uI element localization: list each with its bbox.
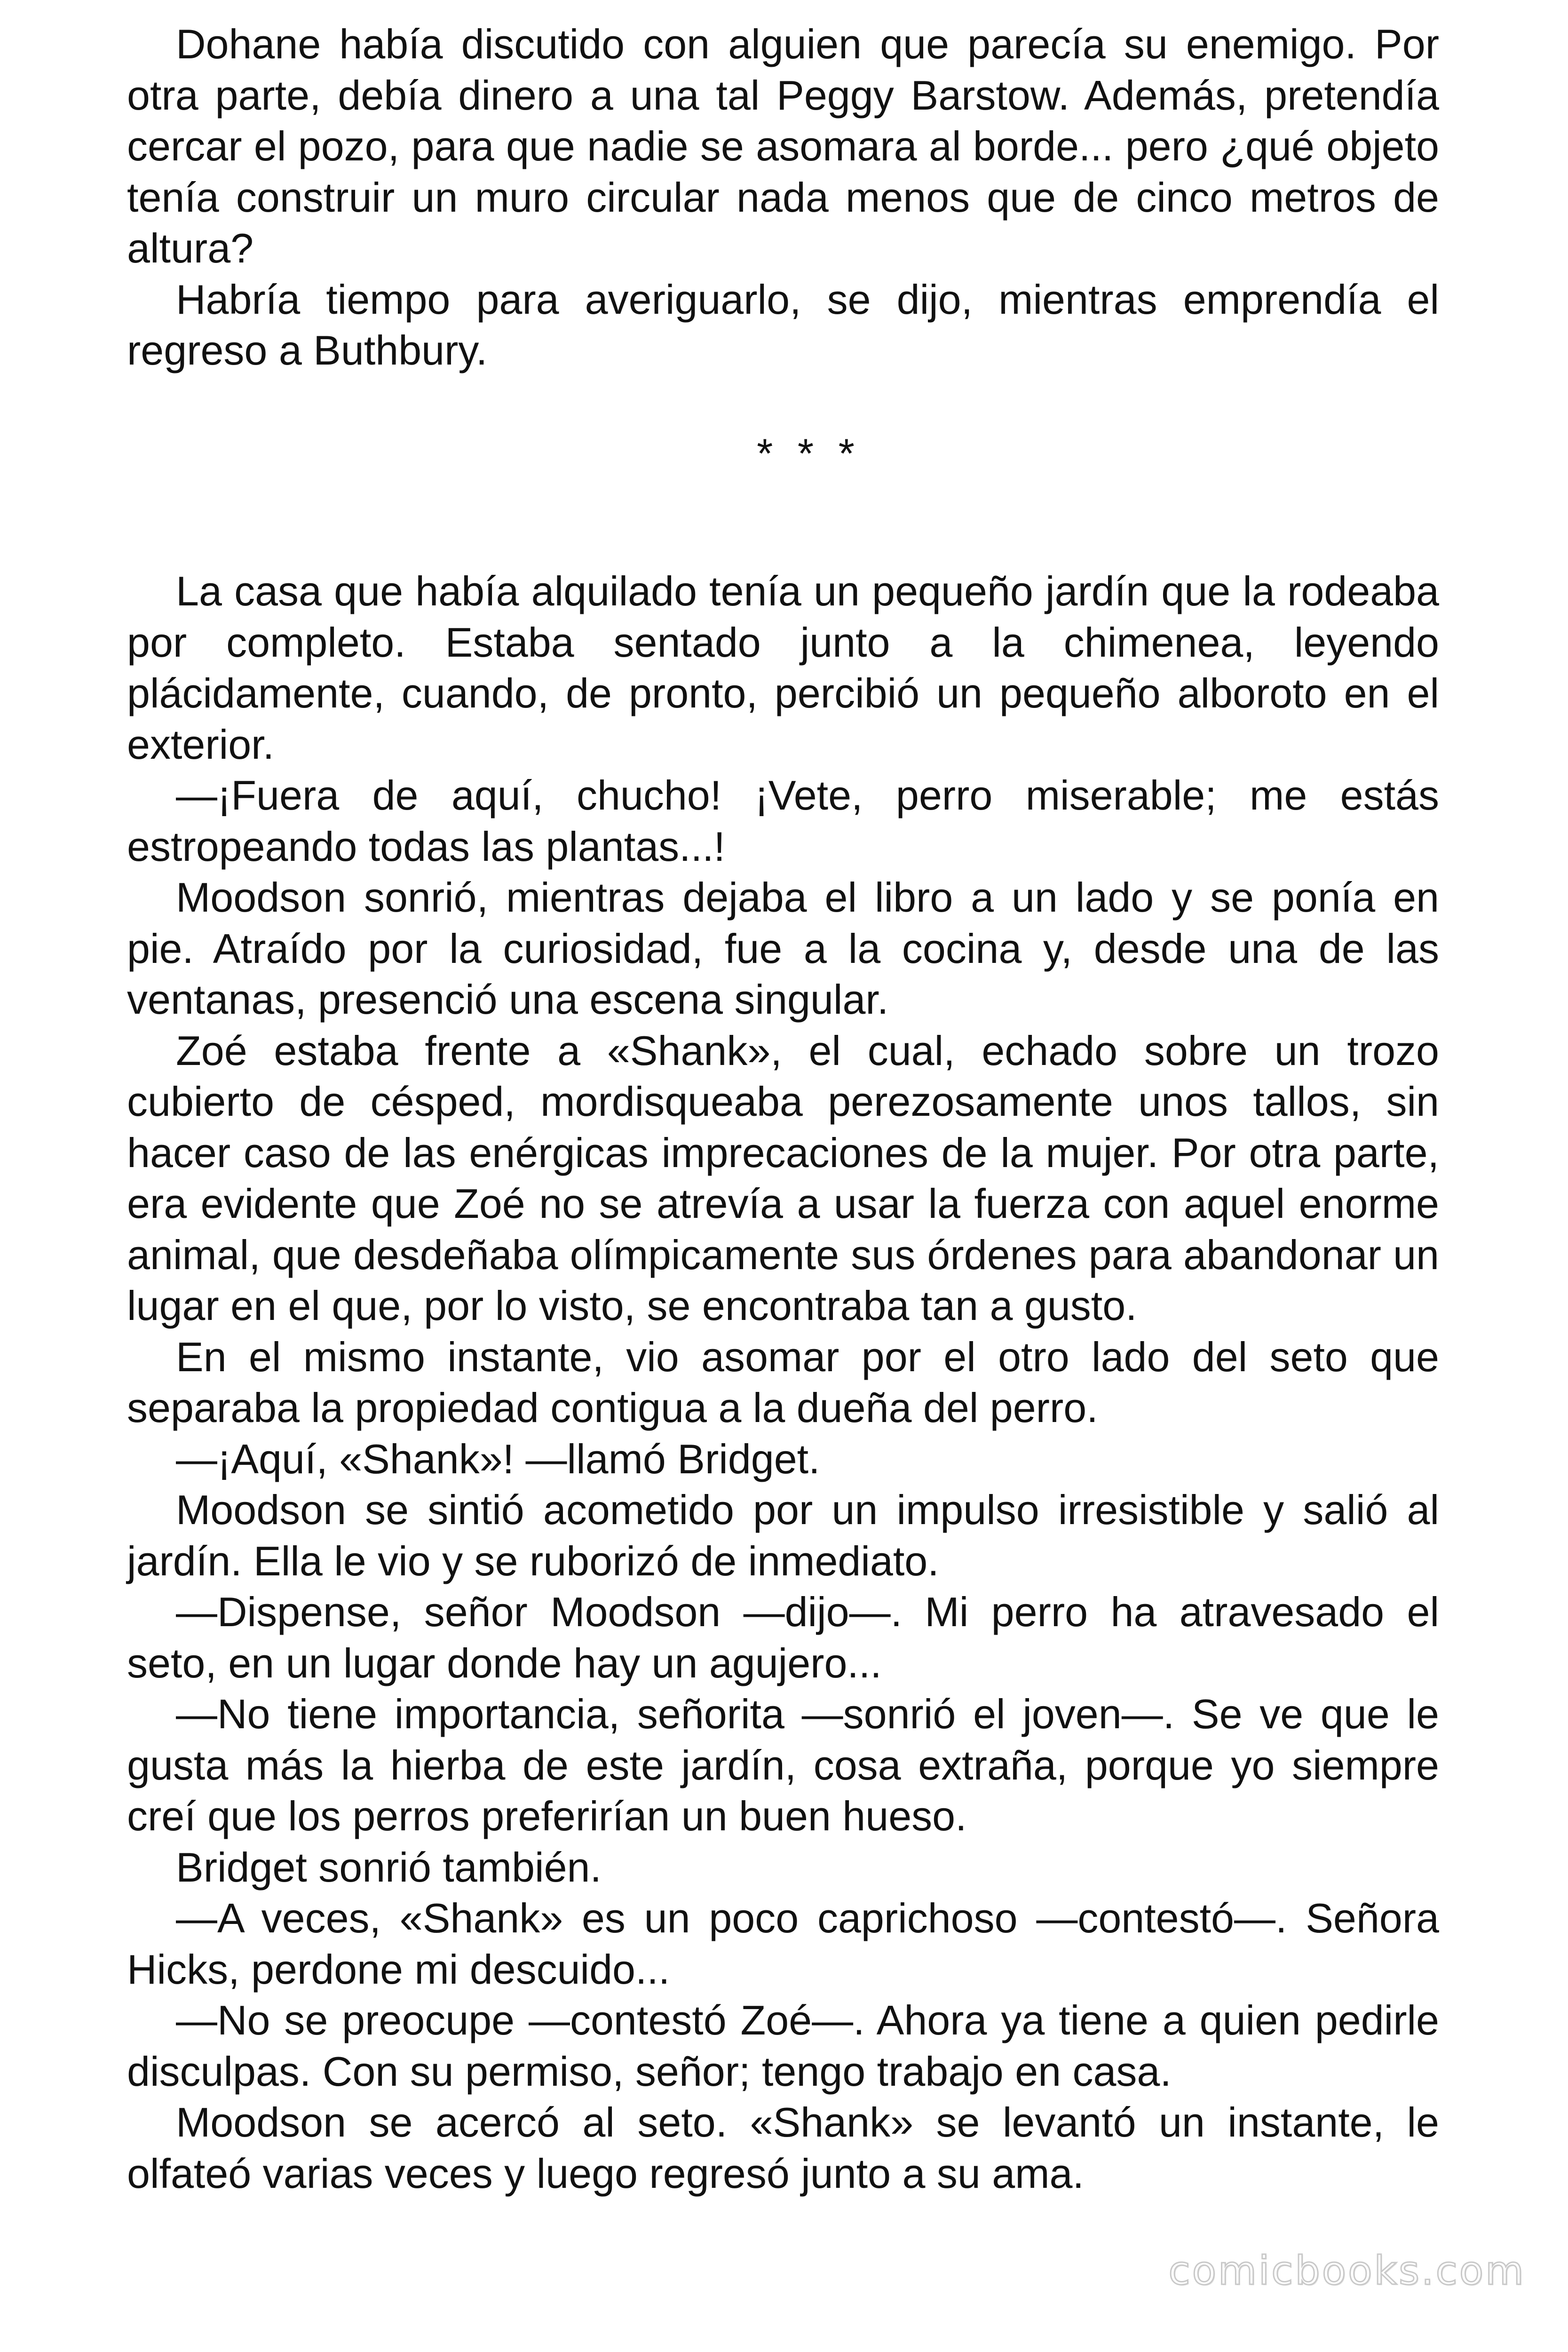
scene-break: * * *	[757, 429, 861, 477]
paragraph: —No tiene importancia, señorita —sonrió el joven—. Se ve que le gusta más la hierba de este jardín, cosa extraña, porque yo siempre creí que los perros preferirían un buen hueso.	[127, 1691, 1439, 1839]
paragraph: Moodson sonrió, mientras dejaba el libro a un lado y se ponía en pie. Atraído por la curiosidad, fue a la cocina y, desde una de las ventanas, presenció una escena singular.	[127, 874, 1439, 1023]
paragraph: —¡Aquí, «Shank»! —llamó Bridget.	[176, 1435, 820, 1482]
paragraph: —A veces, «Shank» es un poco caprichoso —contestó—. Señora Hicks, perdone mi descuido...	[127, 1895, 1439, 1993]
body-text	[127, 19, 1439, 2199]
paragraph: —Dispense, señor Moodson —dijo—. Mi perro ha atravesado el seto, en un lugar donde hay un agujero...	[127, 1589, 1439, 1686]
paragraph: En el mismo instante, vio asomar por el otro lado del seto que separaba la propiedad contigua a la dueña del perro.	[127, 1333, 1439, 1431]
paragraph: Bridget sonrió también.	[176, 1843, 602, 1891]
paragraph: Moodson se sintió acometido por un impulso irresistible y salió al jardín. Ella le vio y se ruborizó de inmediato.	[127, 1486, 1439, 1584]
paragraph: Moodson se acercó al seto. «Shank» se levantó un instante, le olfateó varias veces y luego regresó junto a su ama.	[127, 2099, 1439, 2197]
paragraph: Zoé estaba frente a «Shank», el cual, echado sobre un trozo cubierto de césped, mordisqueaba perezosamente unos tallos, sin hacer caso de las enérgicas imprecaciones de la mujer. Por otra parte, era evidente que Zoé no se atrevía a usar la fuerza con aquel enorme animal, que desdeñaba olímpicamente sus órdenes para abandonar un lugar en el que, por lo visto, se encontraba tan a gusto.	[127, 1027, 1439, 1329]
paragraph: Habría tiempo para averiguarlo, se dijo, mientras emprendía el regreso a Buthbury.	[127, 276, 1439, 373]
paragraph: —No se preocupe —contestó Zoé—. Ahora ya tiene a quien pedirle disculpas. Con su permiso, señor; tengo trabajo en casa.	[127, 1997, 1439, 2095]
paragraph: La casa que había alquilado tenía un pequeño jardín que la rodeaba por completo. Estaba sentado junto a la chimenea, leyendo plácidamente, cuando, de pronto, percibió un pequeño alboroto en el exterior.	[127, 568, 1439, 768]
watermark: comicbooks.com	[1168, 2248, 1526, 2294]
paragraph: —¡Fuera de aquí, chucho! ¡Vete, perro miserable; me estás estropeando todas las plantas...!	[127, 772, 1439, 870]
paragraph: Dohane había discutido con alguien que parecía su enemigo. Por otra parte, debía dinero a una tal Peggy Barstow. Además, pretendía cercar el pozo, para que nadie se asomara al borde... pero ¿qué objeto tenía construir un muro circular nada menos que de cinco metros de altura?	[127, 21, 1439, 271]
